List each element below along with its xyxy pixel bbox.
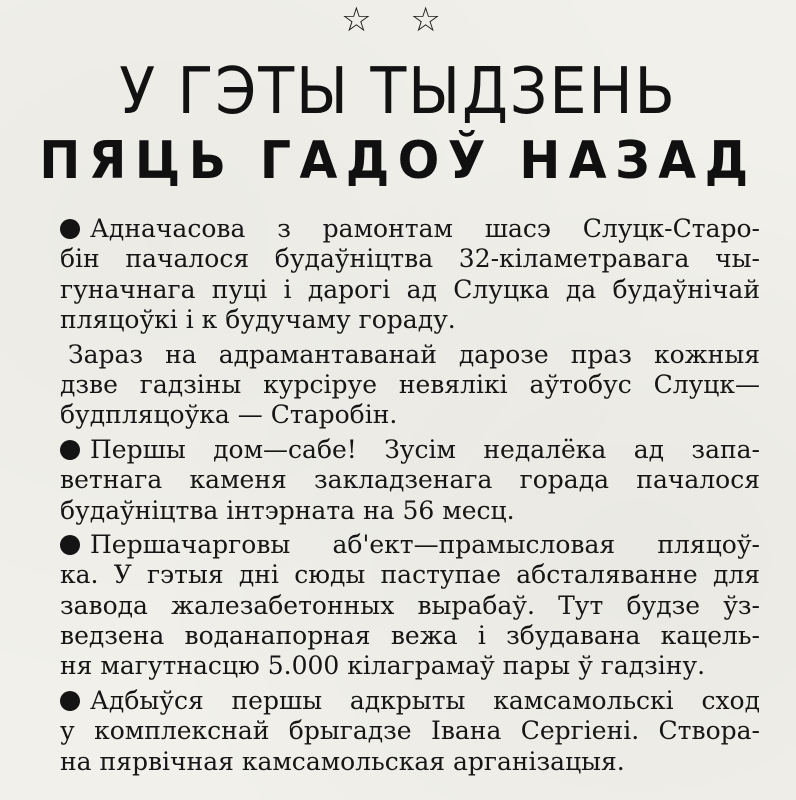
text-line: гуначнага пуці і дарогі ад Слуцка да будаўнічай [60,274,760,304]
text-line: ветнага каменя закладзенага горада пачалося [60,465,760,495]
text-line: Першы дом—сабе! Зусім недалёка ад запа- [90,434,760,464]
header-stars [0,0,796,40]
bullet-icon [60,535,80,555]
text-line: Зараз на адрамантаванай дарозе праз кожныя [68,339,760,369]
text-line: ня магутнасцю 5.000 кілаграмаў пары ў гадзіну. [60,651,706,681]
text-line: Першачарговы аб'ект—прамысловая пляцоў- [90,529,760,559]
paragraph-4 [60,530,760,682]
headline-line-2: ПЯЦЬ ГАДОЎ НАЗАД [39,131,757,191]
headline-line-1: У ГЭТЫ ТЫДЗЕНЬ [119,55,677,129]
paragraph-3 [60,435,760,526]
text-line: Адбыўся першы адкрыты камсамольскі сход [90,685,760,715]
article-body [60,214,760,777]
paragraph-5 [60,686,760,777]
paragraph-2 [60,340,760,431]
text-line: ведзена воданапорная вежа і збудавана кацель- [60,621,760,651]
text-line: Адначасова з рамонтам шасэ Слуцк-Старо- [90,214,760,243]
bullet-icon [60,440,80,460]
bullet-icon [60,691,80,711]
paragraph-1 [60,214,760,336]
text-line: дзве гадзіны курсіруе невялікі аўтобус Слуцк— [60,369,760,399]
text-line: будпляцоўка — Старобін. [60,400,398,430]
star-icon: ☆ [410,0,455,40]
text-line: на пярвічная камсамольская арганізацыя. [60,746,625,776]
text-line: завода жалезабетонных вырабаў. Тут будзе ўз- [60,590,760,620]
text-line: бін пачалося будаўніцтва 32-кіламетравага чы- [60,244,760,274]
star-icon: ☆ [341,0,386,40]
bullet-icon [60,219,80,239]
text-line: будаўніцтва інтэрната на 56 месц. [60,495,515,525]
text-line: пляцоўкі і к будучаму гораду. [60,305,456,335]
text-line: ка. У гэтыя дні сюды паступае абсталяванне для [60,560,760,590]
text-line: у комплекснай брыгадзе Івана Сергіені. Створа- [60,716,760,746]
